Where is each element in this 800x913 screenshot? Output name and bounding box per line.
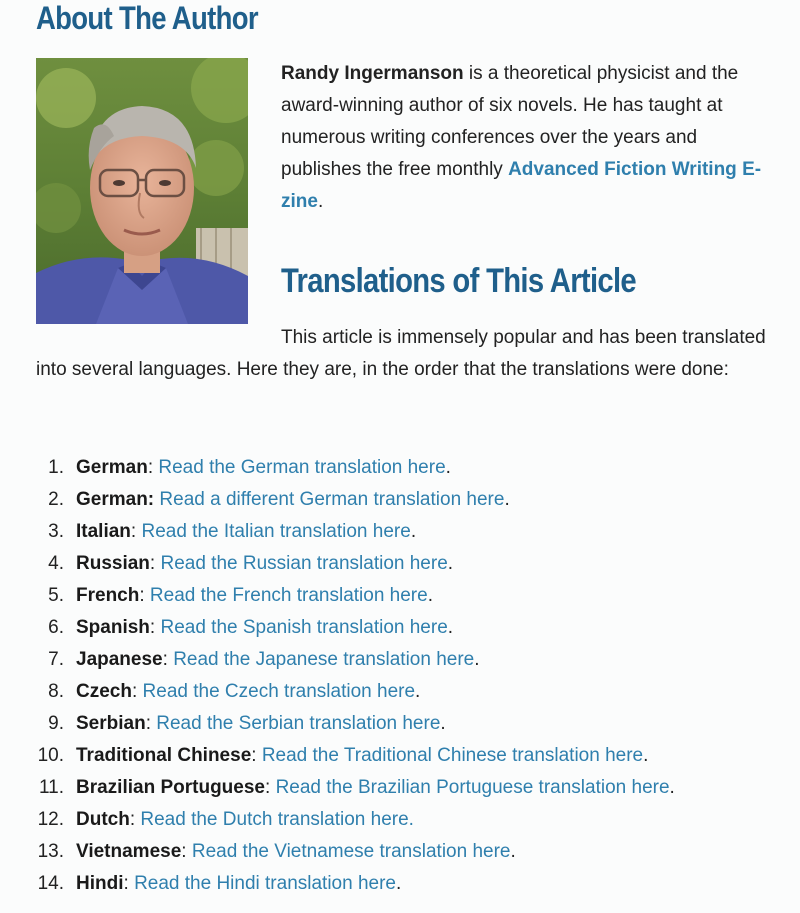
language-name: Vietnamese [76, 841, 182, 862]
item-number: 4. [48, 553, 64, 574]
separator: : [123, 873, 135, 894]
item-tail: . [396, 873, 402, 894]
language-name: Dutch [76, 809, 130, 830]
language-name: Serbian [76, 713, 146, 734]
translation-item [36, 484, 776, 516]
translation-item [36, 772, 776, 804]
language-name: Brazilian Portuguese [76, 777, 265, 798]
translation-link[interactable]: Read the Dutch translation here. [140, 809, 414, 830]
translation-link[interactable]: Read the Vietnamese translation here [191, 841, 511, 862]
item-tail: . [410, 521, 417, 542]
separator: : [162, 649, 174, 670]
separator: : [265, 777, 276, 798]
item-number: 2. [48, 489, 64, 510]
item-number: 8. [48, 681, 64, 702]
translation-link[interactable]: Read the Spanish translation here [160, 617, 448, 638]
translation-list [36, 452, 776, 900]
item-number: 12. [37, 809, 64, 830]
about-author-heading: About The Author [36, 0, 258, 36]
translation-item [36, 644, 776, 676]
translation-link[interactable]: Read the Serbian translation here [156, 713, 441, 734]
language-name: Italian [76, 521, 131, 542]
translation-link[interactable]: Read the German translation here [158, 457, 446, 478]
item-tail: . [415, 681, 421, 702]
bio-end: . [317, 191, 324, 212]
separator: : [139, 585, 150, 606]
language-name: German [76, 457, 148, 478]
item-tail: . [643, 745, 649, 766]
language-name: Spanish [76, 617, 150, 638]
item-tail: . [447, 617, 454, 638]
translation-item [36, 676, 776, 708]
item-tail: . [504, 489, 510, 510]
item-number: 10. [37, 745, 64, 766]
author-photo [36, 58, 248, 324]
translation-link[interactable]: Read the Italian translation here [141, 521, 411, 542]
item-tail: . [669, 777, 675, 798]
bio-text: is a theoretical physicist and the award-winning author of six novels. He has taught at numerous writing conferences over the years and publishes the free monthly [281, 63, 739, 180]
translation-link[interactable]: Read the Czech translation here [142, 681, 416, 702]
translations-intro: This article is immensely popular and has been translated into several languages. Here they are, in the order that the translations were done: [36, 327, 766, 380]
separator: : [145, 713, 157, 734]
language-name: Traditional Chinese [76, 745, 252, 766]
separator: : [149, 553, 161, 574]
translation-item [36, 708, 776, 740]
translation-link[interactable]: Read the Japanese translation here [173, 649, 475, 670]
translation-link[interactable]: Read the French translation here [149, 585, 428, 606]
language-name: Czech [76, 681, 132, 702]
language-name: Russian [76, 553, 150, 574]
language-name: German: [76, 489, 155, 510]
separator: : [130, 521, 142, 542]
translation-link[interactable]: Read the Russian translation here [160, 553, 448, 574]
separator: : [251, 745, 262, 766]
translation-item [36, 740, 776, 772]
item-number: 3. [48, 521, 64, 542]
author-name: Randy Ingermanson [281, 63, 464, 84]
item-tail: . [510, 841, 516, 862]
item-number: 14. [37, 873, 64, 894]
translation-item [36, 612, 776, 644]
translation-item [36, 452, 776, 484]
item-number: 9. [48, 713, 64, 734]
translations-heading: Translations of This Article [281, 262, 636, 300]
item-tail: . [440, 713, 446, 734]
separator: : [129, 809, 141, 830]
separator: : [131, 681, 143, 702]
translation-item [36, 804, 776, 836]
translation-item [36, 836, 776, 868]
item-tail: . [474, 649, 480, 670]
item-number: 7. [48, 649, 64, 670]
author-bio [281, 58, 766, 218]
translation-item [36, 580, 776, 612]
item-number: 6. [48, 617, 64, 638]
item-number: 5. [48, 585, 64, 606]
ezine-link[interactable]: Advanced Fiction Writing E-zine [281, 159, 762, 212]
translation-item [36, 868, 776, 900]
translation-link[interactable]: Read the Hindi translation here [134, 873, 396, 894]
separator: : [147, 457, 159, 478]
item-number: 13. [37, 841, 64, 862]
translation-link[interactable]: Read the Traditional Chinese translation here [261, 745, 644, 766]
item-number: 1. [48, 457, 64, 478]
language-name: Japanese [76, 649, 163, 670]
item-tail: . [445, 457, 451, 478]
translation-item [36, 516, 776, 548]
item-number: 11. [38, 777, 64, 798]
translation-link[interactable]: Read a different German translation here [159, 489, 505, 510]
language-name: French [76, 585, 140, 606]
translation-link[interactable]: Read the Brazilian Portuguese translation here [275, 777, 670, 798]
language-name: Hindi [76, 873, 124, 894]
item-tail: . [447, 553, 454, 574]
separator: : [181, 841, 192, 862]
item-tail: . [427, 585, 433, 606]
separator: : [149, 617, 161, 638]
translation-item [36, 548, 776, 580]
